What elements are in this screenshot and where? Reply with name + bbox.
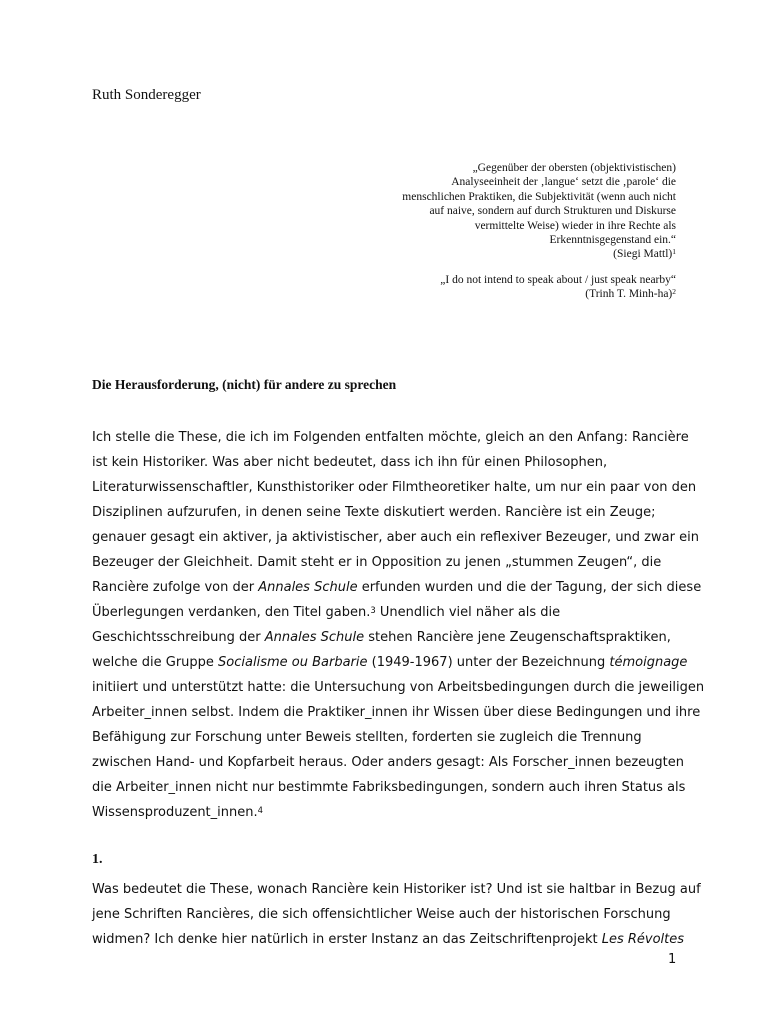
epigraph-trinh — [440, 273, 676, 302]
text-run: Geschichtsschreibung der — [92, 630, 265, 645]
page-number: 1 — [668, 952, 677, 967]
author-name: Ruth Sonderegger — [92, 87, 201, 103]
epigraph-line: Analyseeinheit der ‚langue‘ setzt die ‚parole‘ die — [451, 176, 676, 189]
text-line — [92, 800, 692, 825]
footnote-ref: 2 — [672, 287, 676, 297]
text-run: stehen Rancière jene Zeugenschaftspraktiken, — [364, 630, 671, 645]
footnote-ref: 4 — [257, 805, 263, 815]
text-line — [92, 575, 702, 600]
text-line: die Arbeiter_innen nicht nur bestimmte Fabriksbedingungen, sondern auch ihren Status als — [92, 780, 686, 795]
paragraph-2 — [92, 877, 701, 952]
attribution-text: (Siegi Mattl) — [613, 248, 673, 261]
attribution-text: (Trinh T. Minh-ha) — [585, 288, 673, 301]
epigraph-line: „I do not intend to speak about / just speak nearby“ — [440, 274, 676, 286]
text-run: Rancière zufolge von der — [92, 580, 259, 595]
epigraph-line: „Gegenüber der obersten (objektivistischen) — [472, 162, 676, 174]
text-run: (1949-1967) unter der Bezeichnung — [367, 655, 610, 670]
text-run: Wissensproduzent_innen. — [92, 805, 258, 820]
text-line: Was bedeutet die These, wonach Rancière kein Historiker ist? Und ist sie haltbar in Bezug auf — [92, 882, 701, 897]
text-line: initiiert und unterstützt hatte: die Untersuchung von Arbeitsbedingungen durch die jeweiligen — [92, 680, 705, 695]
section-heading: Die Herausforderung, (nicht) für andere zu sprechen — [92, 377, 397, 392]
text-line: jene Schriften Rancières, die sich offensichtlicher Weise auch der historischen Forschung — [92, 907, 671, 922]
text-run: Überlegungen verdanken, den Titel gaben. — [92, 605, 371, 620]
text-line: genauer gesagt ein aktiver, ja aktivistischer, aber auch ein reflexiver Bezeuger, und zwar ein — [92, 530, 699, 545]
epigraph-attribution — [402, 247, 676, 261]
text-run: welche die Gruppe — [92, 655, 219, 670]
italic-title: Socialisme ou Barbarie — [218, 655, 368, 670]
epigraph-mattl — [402, 161, 676, 262]
text-line: Bezeuger der Gleichheit. Damit steht er in Opposition zu jenen „stummen Zeugen“, die — [92, 555, 662, 570]
text-run: widmen? Ich denke hier natürlich in erster Instanz an das Zeitschriftenprojekt — [92, 932, 602, 947]
text-line: Literaturwissenschaftler, Kunsthistoriker oder Filmtheoretiker halte, um nur ein paar von den — [92, 480, 697, 495]
text-run: Unendlich viel näher als die — [375, 605, 561, 620]
text-line: Arbeiter_innen selbst. Indem die Praktiker_innen ihr Wissen über diese Bedingungen und ihre — [92, 705, 701, 720]
text-line — [92, 625, 692, 650]
text-line: Disziplinen aufzurufen, in denen seine Texte diskutiert werden. Rancière ist ein Zeuge; — [92, 505, 656, 520]
epigraph-attribution — [440, 287, 676, 301]
epigraph-line: auf naive, sondern auf durch Strukturen und Diskurse — [429, 205, 676, 218]
text-line — [92, 927, 692, 952]
section-number: 1. — [92, 852, 103, 867]
text-line: Ich stelle die These, die ich im Folgenden entfalten möchte, gleich an den Anfang: Rancière — [92, 430, 689, 445]
epigraph-line: vermittelte Weise) wieder in ihre Rechte als — [474, 219, 676, 232]
epigraph-line: Erkenntnisgegenstand ein.“ — [549, 234, 676, 247]
text-line: Befähigung zur Forschung unter Beweis stellten, forderten sie zugleich die Trennung — [92, 730, 642, 745]
italic-title: Annales Schule — [264, 630, 365, 645]
text-line — [92, 650, 692, 675]
paragraph-1 — [92, 425, 705, 825]
text-line: zwischen Hand- und Kopfarbeit heraus. Oder anders gesagt: Als Forscher_innen bezeugten — [92, 755, 685, 770]
italic-title: Annales Schule — [258, 580, 358, 595]
text-line: ist kein Historiker. Was aber nicht bedeutet, dass ich ihn für einen Philosophen, — [92, 455, 608, 470]
text-line — [92, 600, 692, 625]
footnote-ref: 1 — [672, 247, 676, 257]
footnote-ref: 3 — [370, 605, 376, 615]
text-run: erfunden wurden und die der Tagung, der sich diese — [357, 580, 702, 595]
italic-title: Les Révoltes — [601, 932, 685, 947]
epigraph-line: menschlichen Praktiken, die Subjektivität (wenn auch nicht — [402, 190, 676, 203]
italic-term: témoignage — [609, 655, 688, 670]
